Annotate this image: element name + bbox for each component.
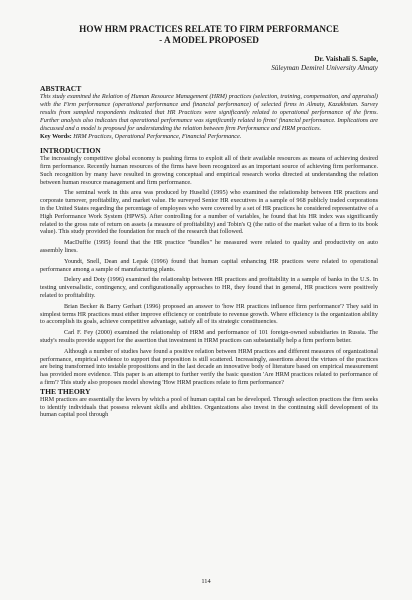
keywords-text: HRM Practices, Operational Performance, Financial Performance. bbox=[73, 133, 242, 141]
keywords-label: Key Words: bbox=[40, 133, 72, 141]
author-affiliation: Süleyman Demirel University Almaty bbox=[271, 63, 378, 72]
paper-title-line-1: HOW HRM PRACTICES RELATE TO FIRM PERFORMANCE bbox=[79, 24, 339, 34]
keywords-line bbox=[40, 133, 378, 141]
intro-paragraph-4: Youndt, Snell, Dean and Lepak (1996) found that human capital enhancing HR practices were related to operational performance among a sample of manufacturing plants. bbox=[40, 257, 378, 273]
abstract-heading: ABSTRACT bbox=[40, 84, 82, 94]
theory-heading: THE THEORY bbox=[40, 386, 91, 396]
paper-title-line-2: - A MODEL PROPOSED bbox=[159, 35, 259, 45]
author-name: Dr. Vaishali S. Saple, bbox=[314, 55, 378, 63]
intro-paragraph-1: The increasingly competitive global economy is pushing firms to exploit all of their available resources as means of achieving desired firm performance. Recently human resources of the firms have been recognized as an important source of achieving firm performance. Such recognition by many have resulted in growing conceptual and empirical research works directed at understanding the relation between human resource management and firm performance. bbox=[40, 155, 378, 186]
intro-paragraph-6: Brian Becker & Barry Gerhart (1996) proposed an answer to 'how HR practices influence firm performance'? They said in simplest terms HR practices must either improve efficiency or contribute to revenue growth. Where efficiency is the organization ability to accomplish its goals, achieve competitive advantage, satisfy all of its strategic constituencies. bbox=[40, 302, 378, 326]
intro-paragraph-2: The seminal work in this area was produced by Huselid (1995) who examined the relationship between HR practices and corporate turnover, profitability, and market value. He surveyed Senior HR executives in a sample of 968 publicly traded corporations in the United States regarding the percentage of employees who were covered by a set of HR practices he considered representative of a High Performance Work System (HPWS). After controlling for a number of variables, he found that his HR index was significantly related to the gross rate of return on assets (a measure of profitability) and Tobin's Q (the ratio of the market value of a firm to its book value). This study provided the foundation for much of the research that followed. bbox=[40, 189, 378, 236]
intro-paragraph-7: Carl F. Fey (2000) examined the relationship of HRM and performance of 101 foreign-owned subsidiaries in Russia. The study's results provide support for the assertion that investment in HRM practices can substantially help a firm perform better. bbox=[40, 329, 378, 344]
intro-paragraph-5: Delery and Doty (1996) examined the relationship between HR practices and profitability in a sample of banks in the U.S. In testing universalistic, contingency, and configurationally approaches to HR, they found that in general, HR practices were positively related to profitability. bbox=[40, 276, 378, 299]
author-block bbox=[40, 55, 378, 72]
page-number: 114 bbox=[201, 578, 211, 585]
abstract-text: This study examined the Relation of Human Resource Management (HRM) practices (selection, training, compensation, and appraisal) with the Firm performance (operational performance and financial performance) of selected firms in Almaty, Kazakhstan. Survey results from sampled respondents indicated that HR Practices were significantly related to operational performance of the firms. Further analysis also indicates that operational performance was significantly related to firms' financial performance. Implications are discussed and a model is proposed for understanding the relation between firm Performance and HRM practices. bbox=[40, 93, 378, 133]
intro-paragraph-8: Although a number of studies have found a positive relation between HRM practices and different measures of organizational performance, empirical evidence to support that proposition is still scattered. Increasingly, assertions about the virtues of the practices are being transformed into testable propositions and in the last decade an innovative body of literature based on empirical measurement has provided more evidence. This paper is an attempt to further verify the basic question 'Are HRM practices related to performance of a firm'? This study also proposes model showing 'How HRM practices relate to firm performance? bbox=[40, 347, 378, 386]
theory-paragraph-1: HRM practices are essentially the levers by which a pool of human capital can be developed. Through selection practices the firm seeks to identify individuals that possess relevant skills and abilities. Organizations also invest in the continuing skill development of its human capital pool through bbox=[40, 395, 378, 419]
intro-paragraph-3: MacDuffie (1995) found that the HR practice "bundles" he measured were related to quality and productivity on auto assembly lines. bbox=[40, 239, 378, 254]
introduction-heading: INTRODUCTION bbox=[40, 146, 101, 156]
